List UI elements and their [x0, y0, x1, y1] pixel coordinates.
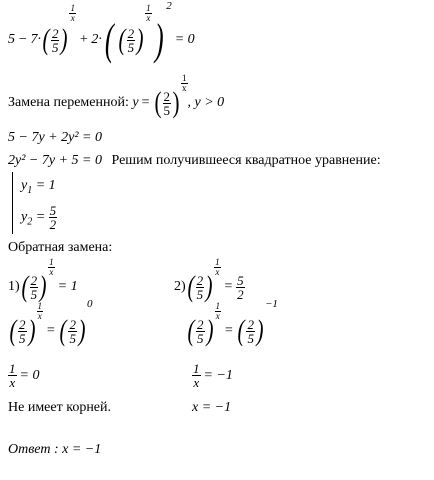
root-y1: $y_1 = 1$ — [21, 178, 56, 196]
case1-no-roots: Не имеет корней. — [8, 400, 112, 415]
substitution-line: Замена переменной: y = ( $\frac{2}{5}$ ) $\frac{1}{x}$ , y > 0 — [8, 73, 225, 119]
case2-reciprocal: $\frac{1}{x}$ = −1 — [193, 361, 233, 390]
quadratic-comment: Решим получившееся квадратное уравнение: — [111, 153, 381, 168]
case1-reciprocal: $\frac{1}{x}$ = 0 — [9, 361, 40, 390]
equals-zero: = 0 — [174, 32, 195, 48]
term-five: 5 — [8, 32, 15, 48]
fraction-two-fifths-2: $\frac{2}{5}$ — [127, 25, 135, 55]
equation-in-y: 5 − 7y + 2y² = 0 — [8, 130, 102, 145]
case1-equation: 1)( $\frac{2}{5}$ ) $\frac{1}{x}$ = 1 — [8, 257, 78, 303]
case2-power-equation: ( $\frac{2}{5}$ ) $\frac{1}{x}$ = ( $\frac{2}{5}$ )−1 — [187, 298, 278, 347]
sub-condition: , y > 0 — [187, 95, 225, 111]
case2-result: x = −1 — [192, 400, 232, 415]
term-two: 2· — [91, 32, 102, 48]
quadratic-line — [8, 153, 381, 169]
term-seven: 7· — [30, 32, 41, 48]
outer-exponent: 2 — [166, 0, 172, 12]
case2-equation: 2)( $\frac{2}{5}$ ) $\frac{1}{x}$ = $\frac{5}{2}$ — [174, 257, 244, 303]
exponent-one-over-x: $\frac{1}{x}$ — [70, 3, 75, 23]
roots-system — [12, 172, 57, 234]
final-answer: Ответ : x = −1 — [8, 442, 102, 457]
sub-fraction: $\frac{2}{5}$ — [163, 88, 170, 118]
root-y2: $y_2$ = $\frac{5}{2}$ — [21, 203, 57, 232]
exponent-one-over-x-2: $\frac{1}{x}$ — [146, 3, 151, 23]
quadratic-equation: 2y² − 7y + 5 = 0 — [8, 153, 102, 168]
equation-original: 5 − 7·( $\frac{2}{5}$ ) $\frac{1}{x}$ + 2·( ( $\frac{2}{5}$ ) $\frac{1}{x}$ )2= 0 — [8, 0, 195, 64]
minus-sign: − — [18, 32, 28, 48]
plus-sign: + — [78, 32, 89, 48]
case1-label: 1) — [8, 279, 20, 295]
case1-power-equation: ( $\frac{2}{5}$ ) $\frac{1}{x}$ = ( $\frac{2}{5}$ )0 — [9, 298, 93, 347]
substitution-label: Замена переменной: — [8, 95, 129, 111]
reverse-substitution-label: Обратная замена: — [8, 240, 113, 255]
sub-exponent: $\frac{1}{x}$ — [182, 73, 187, 93]
case2-label: 2) — [174, 279, 186, 295]
fraction-two-fifths: $\frac{2}{5}$ — [51, 25, 59, 55]
sub-variable: y — [132, 95, 139, 111]
